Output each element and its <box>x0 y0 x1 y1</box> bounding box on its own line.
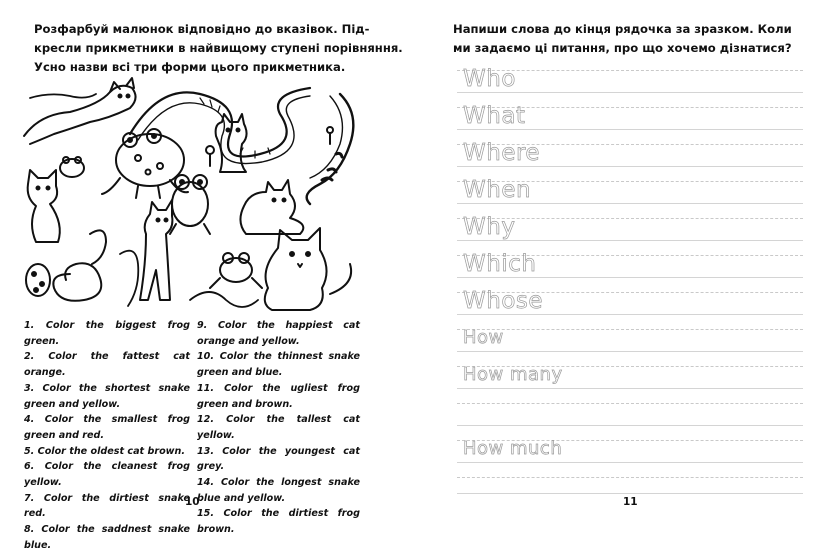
practice-row[interactable] <box>457 138 803 174</box>
task-item: 3. Color the shortest snake green and yellow. <box>24 382 190 410</box>
tracing-word: Who <box>463 66 516 92</box>
practice-row[interactable] <box>457 175 803 211</box>
tracing-word: Why <box>463 214 516 240</box>
tracing-word: How much <box>463 438 563 459</box>
practice-row[interactable] <box>457 360 803 396</box>
tracing-word: How many <box>463 364 563 385</box>
tasks-column-2 <box>197 318 360 538</box>
instruction-line: кресли прикметники в найвищому ступені порівняння. <box>34 41 403 55</box>
tracing-word: What <box>463 103 526 129</box>
practice-row[interactable] <box>457 434 803 470</box>
task-item: 11. Color the ugliest frog green and brown. <box>197 382 360 410</box>
practice-row[interactable] <box>457 286 803 322</box>
page-number: 11 <box>623 496 638 508</box>
handwriting-practice-area <box>457 64 803 494</box>
tracing-word: How <box>463 327 504 348</box>
instruction-line: ми задаємо ці питання, про що хочемо дізнатися? <box>453 41 792 55</box>
practice-row[interactable] <box>457 323 803 359</box>
task-item: 14. Color the longest snake blue and yellow. <box>197 477 360 504</box>
practice-row[interactable] <box>457 397 803 433</box>
task-item: 7. Color the dirtiest snake red. <box>24 492 190 520</box>
task-item: 5. Color the oldest cat brown. <box>24 445 186 457</box>
tracing-word: Which <box>463 251 537 277</box>
page-number: 10 <box>185 496 200 508</box>
left-page <box>0 0 413 551</box>
task-item: 6. Color the cleanest frog yellow. <box>24 461 190 489</box>
task-item: 4. Color the smallest frog green and red. <box>24 414 190 441</box>
task-item: 15. Color the dirtiest frog brown. <box>197 508 360 536</box>
task-item: 2. Color the fattest cat orange. <box>24 351 190 379</box>
instruction-line: Усно назви всі три форми цього прикметника. <box>34 60 346 74</box>
left-instructions <box>34 20 403 77</box>
tracing-word: When <box>463 177 532 203</box>
practice-row[interactable] <box>457 101 803 137</box>
instruction-line: Розфарбуй малюнок відповідно до вказівок. Під- <box>34 22 370 36</box>
right-instructions <box>453 20 803 58</box>
instruction-line: Напиши слова до кінця рядочка за зразком. Коли <box>453 22 792 36</box>
right-page <box>413 0 826 551</box>
practice-row[interactable] <box>457 249 803 285</box>
task-item: 8. Color the saddnest snake blue. <box>24 524 190 551</box>
tasks-column-1 <box>24 318 190 554</box>
tracing-word: Where <box>463 140 541 166</box>
practice-row[interactable] <box>457 64 803 100</box>
task-item: 10. Color the thinnest snake green and blue. <box>197 351 360 379</box>
task-item: 13. Color the youngest cat grey. <box>197 445 360 473</box>
practice-row[interactable] <box>457 212 803 248</box>
task-item: 1. Color the biggest frog green. <box>24 320 190 347</box>
task-item: 12. Color the tallest cat yellow. <box>197 414 360 441</box>
task-item: 9. Color the happiest cat orange and yellow. <box>197 320 360 347</box>
tracing-word: Whose <box>463 288 544 314</box>
coloring-illustration <box>10 74 380 314</box>
